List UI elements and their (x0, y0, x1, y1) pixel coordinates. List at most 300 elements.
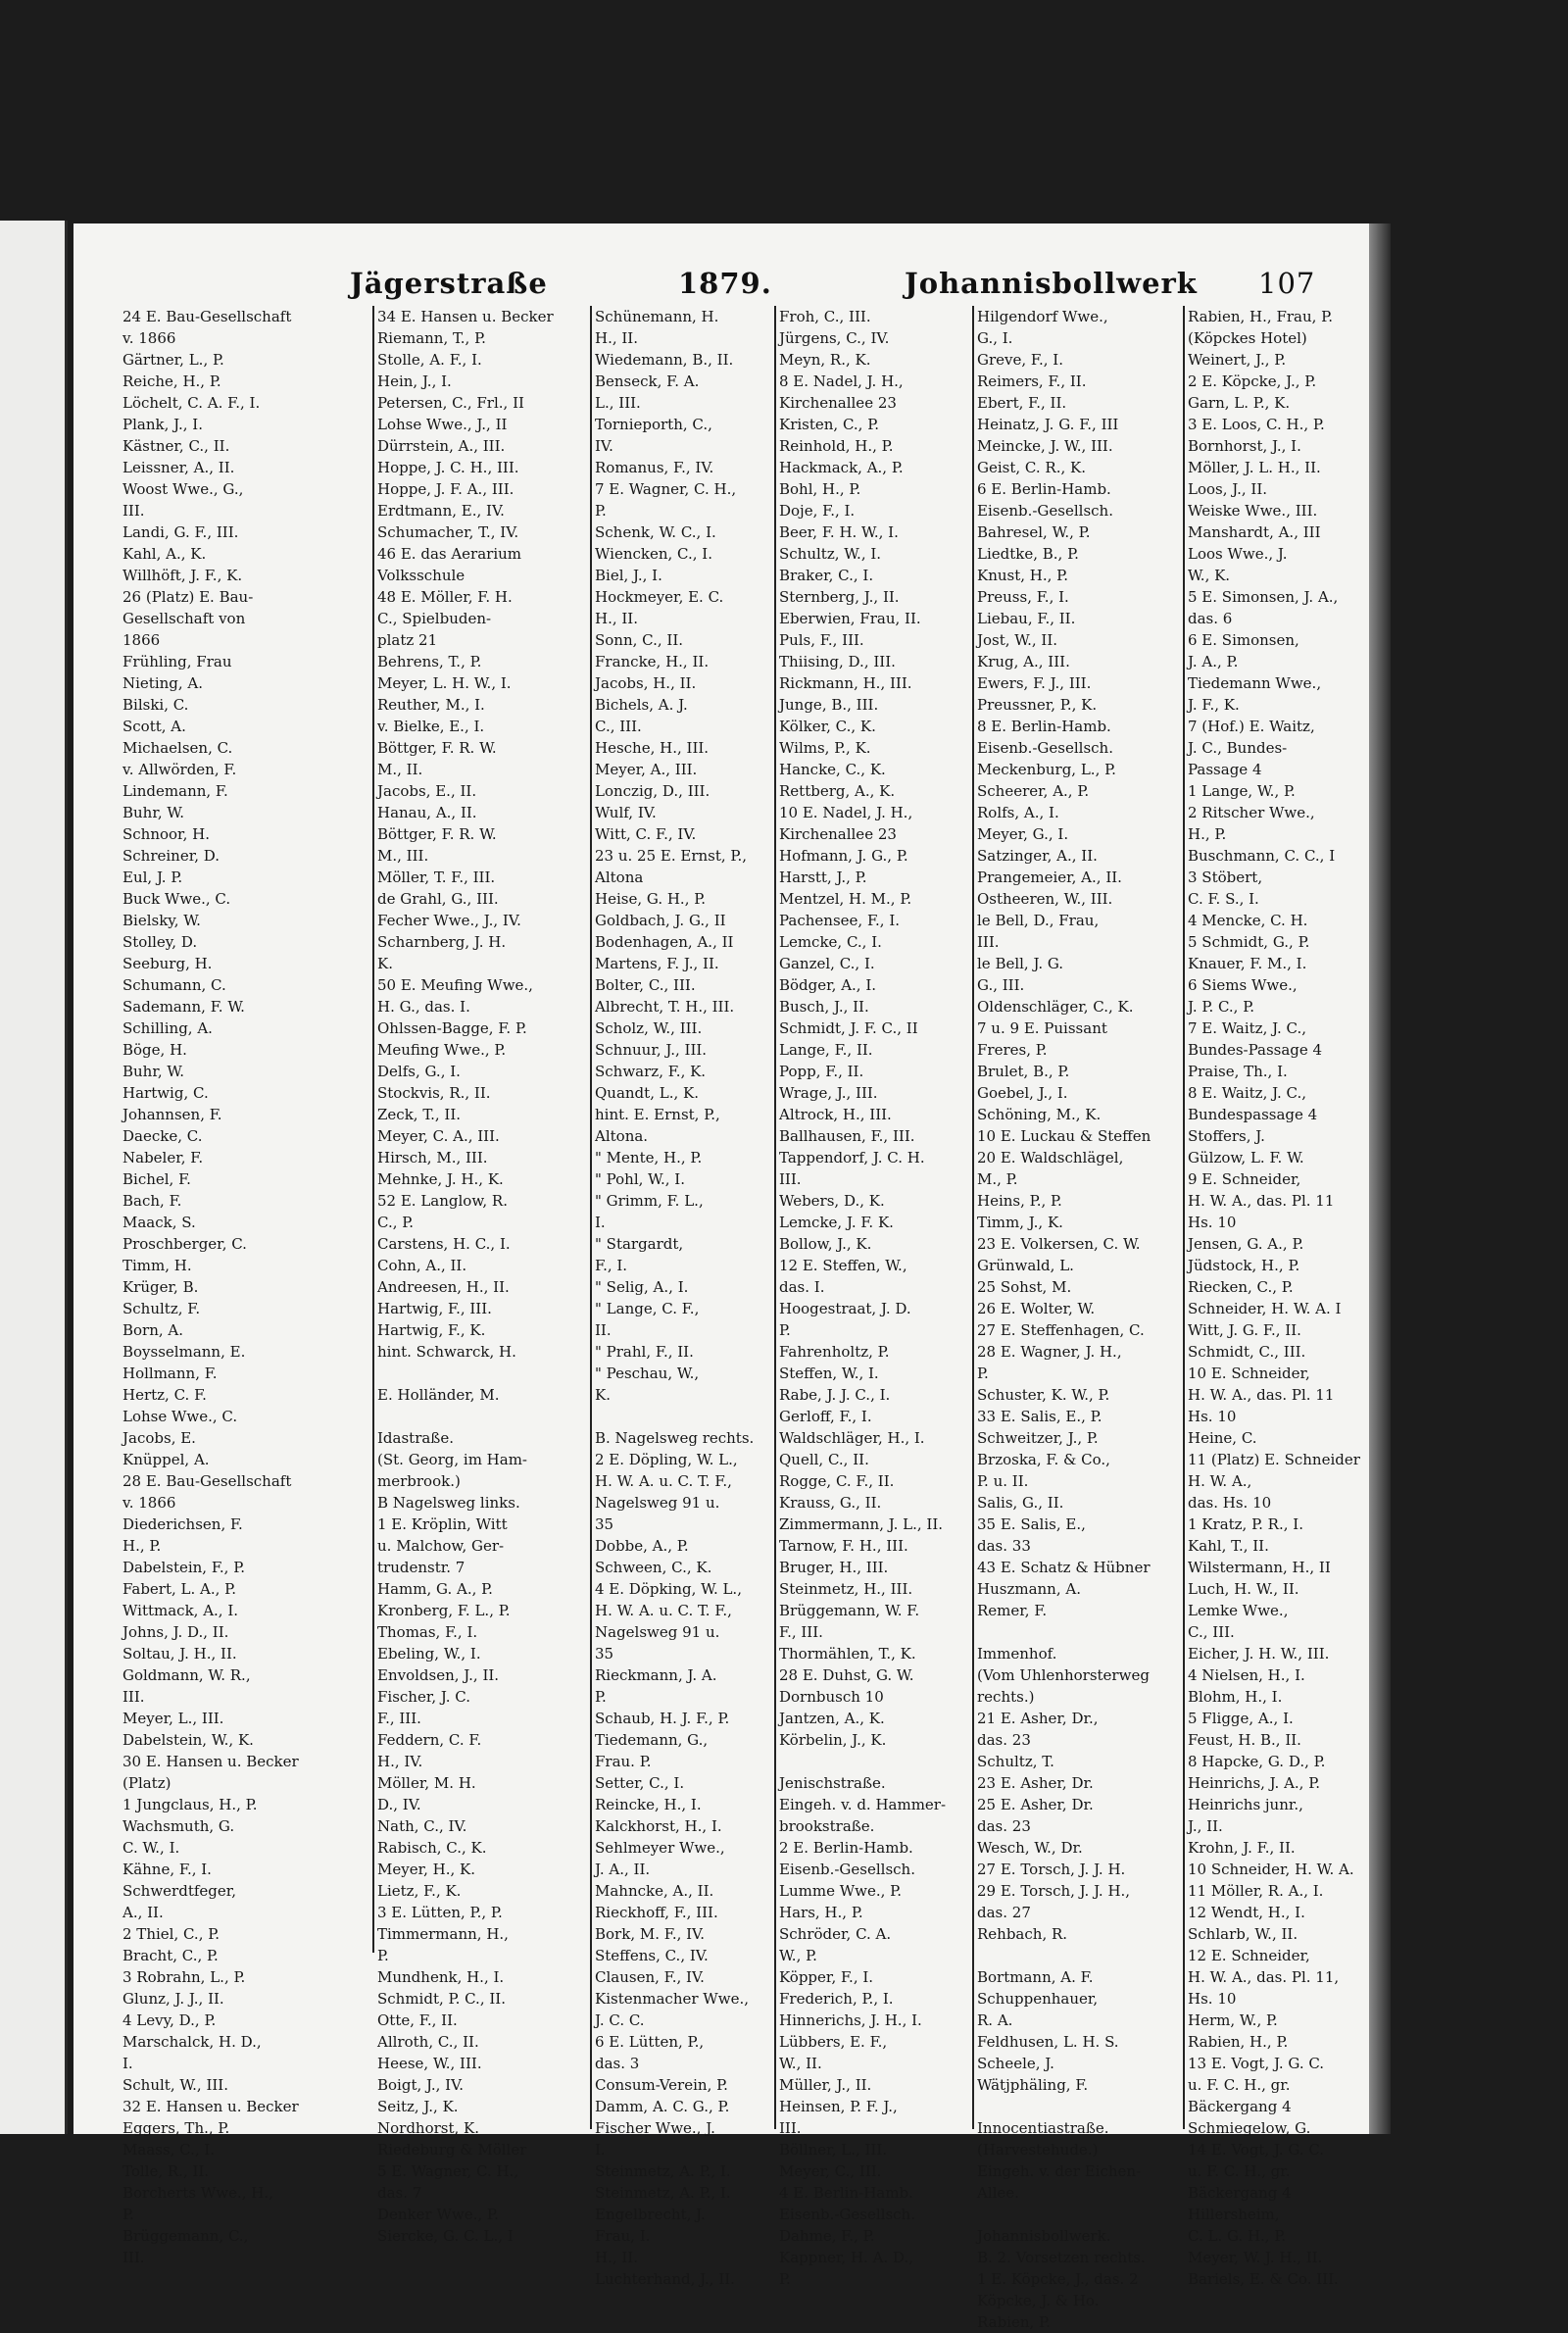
directory-entry-line: Brulet, B., P. (977, 1063, 1070, 1080)
directory-entry-line: Gülzow, L. F. W. (1188, 1149, 1304, 1166)
directory-entry-line: Böge, H. (122, 1041, 187, 1059)
directory-column-4 (779, 306, 970, 2288)
directory-entry-line: 11 (Platz) E. Schneider (1188, 1451, 1360, 1468)
directory-entry-line: 9 E. Schneider, (1188, 1170, 1301, 1188)
directory-entry-line: Hertz, C. F. (122, 1386, 207, 1404)
directory-entry-line: hint. E. Ernst, P., (595, 1106, 720, 1123)
directory-entry-line: Buschmann, C. C., I (1188, 847, 1336, 865)
directory-entry-line: Brzoska, F. & Co., (977, 1451, 1110, 1468)
directory-entry-line: Nagelsweg 91 u. (595, 1623, 720, 1641)
directory-entry-line: 21 E. Asher, Dr., (977, 1710, 1099, 1727)
directory-entry-line: Huszmann, A. (977, 1580, 1081, 1598)
directory-entry-line: Eisenb.-Gesellsch. (977, 502, 1113, 520)
directory-entry-line: Remer, F. (977, 1602, 1048, 1619)
directory-entry-line: (Platz) (122, 1774, 172, 1792)
directory-entry-line: 4 E. Döpking, W. L., (595, 1580, 742, 1598)
directory-entry-line: 4 Levy, D., P. (122, 2011, 217, 2029)
directory-entry-line: 7 E. Waitz, J. C., (1188, 1019, 1306, 1037)
directory-entry-line: Timm, H. (122, 1257, 192, 1274)
directory-entry-line: J. C., Bundes- (1188, 739, 1288, 757)
directory-entry-line: das. 6 (1188, 610, 1233, 627)
directory-entry-line: Erdtmann, E., IV. (377, 502, 505, 520)
directory-entry-line: Maack, S. (122, 1214, 196, 1231)
directory-entry-line: (St. Georg, im Ham- (377, 1451, 527, 1468)
directory-entry-line: Möller, J. L. H., II. (1188, 459, 1321, 476)
directory-entry-line: Dahme, F., P. (779, 2227, 875, 2245)
directory-entry-line: 12 E. Schneider, (1188, 1947, 1310, 1964)
column-divider (1183, 306, 1185, 2129)
directory-entry-line: A., II. (122, 1904, 164, 1921)
directory-entry-line: Ewers, F. J., III. (977, 674, 1092, 692)
directory-entry-line (977, 2096, 1181, 2117)
directory-entry-line: 8 Hapcke, G. D., P. (1188, 1753, 1326, 1770)
directory-entry-line: Bracht, C., P. (122, 1947, 219, 1964)
directory-entry-line: Schmiegelow, G. (1188, 2119, 1311, 2137)
directory-entry-line: Schultz, F. (122, 1300, 201, 1317)
directory-entry-line: C., P. (377, 1214, 415, 1231)
directory-entry-line: 25 E. Asher, Dr. (977, 1796, 1094, 1813)
directory-entry-line: das. 33 (977, 1537, 1031, 1555)
directory-entry-line: J., II. (1188, 1817, 1223, 1835)
directory-entry-line: 28 E. Duhst, G. W. (779, 1666, 914, 1684)
directory-entry-line: 3 Robrahn, L., P. (122, 1968, 246, 1986)
directory-entry-line (595, 1406, 771, 1427)
directory-entry-line: 20 E. Waldschlägel, (977, 1149, 1124, 1166)
directory-entry-line: Schnuur, J., III. (595, 1041, 708, 1059)
directory-entry-line: Meyer, H., K. (377, 1861, 476, 1878)
directory-entry-line: Quell, C., II. (779, 1451, 869, 1468)
directory-entry-line: Eisenb.-Gesellsch. (977, 739, 1113, 757)
column-divider (590, 306, 592, 2129)
directory-entry-line: 3 E. Lütten, P., P. (377, 1904, 503, 1921)
directory-entry-line: v. Allwörden, F. (122, 761, 237, 778)
directory-entry-line: Ebeling, W., I. (377, 1645, 481, 1663)
directory-entry-line: 26 (Platz) E. Bau- (122, 588, 254, 606)
directory-entry-line: Jantzen, A., K. (779, 1710, 885, 1727)
directory-entry-line: 2 E. Köpcke, J., P. (1188, 372, 1317, 390)
directory-entry-line: u. Malchow, Ger- (377, 1537, 505, 1555)
directory-entry-line: Schlarb, W., II. (1188, 1925, 1298, 1943)
directory-entry-line: D., IV. (377, 1796, 421, 1813)
directory-entry-line: Kölker, C., K. (779, 718, 876, 735)
directory-entry-line: Heese, W., III. (377, 2055, 482, 2072)
directory-entry-line: W., K. (1188, 567, 1231, 584)
directory-entry-line: Benseck, F. A. (595, 372, 700, 390)
directory-entry-line: Bödger, A., I. (779, 976, 877, 994)
directory-entry-line: Hillersheim, (1188, 2206, 1280, 2223)
directory-entry-line: Wesch, W., Dr. (977, 1839, 1083, 1857)
directory-entry-line: " Mente, H., P. (595, 1149, 703, 1166)
directory-entry-line: " Prahl, F., II. (595, 1343, 694, 1361)
directory-entry-line: Frau, I. (595, 2227, 651, 2245)
directory-entry-line: W., II. (779, 2055, 822, 2072)
directory-entry-line: Weinert, J., P. (1188, 351, 1287, 369)
directory-entry-line: 29 E. Torsch, J. J. H., (977, 1882, 1131, 1900)
directory-entry-line: Bornhorst, J., I. (1188, 437, 1301, 455)
directory-entry-line: Idastraße. (377, 1429, 454, 1447)
directory-entry-line: Scheele, J. (977, 2055, 1054, 2072)
directory-entry-line: Hartwig, F., III. (377, 1300, 492, 1317)
directory-entry-line: Schröder, C. A. (779, 1925, 892, 1943)
directory-entry-line: Willhöft, J. F., K. (122, 567, 243, 584)
directory-entry-line: Schumacher, T., IV. (377, 523, 519, 541)
header-left-street: Jägerstraße (350, 267, 548, 300)
directory-entry-line: 4 Nielsen, H., I. (1188, 1666, 1305, 1684)
directory-entry-line: Buhr, W. (122, 1063, 184, 1080)
directory-entry-line: Eberwien, Frau, II. (779, 610, 921, 627)
directory-entry-line: Innocentiastraße. (977, 2119, 1109, 2137)
directory-entry-line: Böllner, L., III. (779, 2141, 888, 2159)
directory-entry-line: Schultz, W., I. (779, 545, 882, 563)
directory-entry-line: Bork, M. F., IV. (595, 1925, 706, 1943)
directory-entry-line: Hilgendorf Wwe., (977, 308, 1108, 325)
directory-entry-line: II. (595, 1321, 612, 1339)
directory-entry-line: Heine, C. (1188, 1429, 1257, 1447)
directory-entry-line: Frau. P. (595, 1753, 652, 1770)
directory-entry-line: Preussner, P., K. (977, 696, 1098, 714)
directory-entry-line: Bichel, F. (122, 1170, 191, 1188)
directory-entry-line: Fahrenholtz, P. (779, 1343, 890, 1361)
directory-entry-line: P. (779, 1321, 791, 1339)
directory-entry-line: 11 Möller, R. A., I. (1188, 1882, 1324, 1900)
directory-entry-line: (Köpckes Hotel) (1188, 329, 1307, 347)
directory-entry-line: 30 E. Hansen u. Becker (122, 1753, 299, 1770)
directory-entry-line: Lindemann, F. (122, 782, 228, 800)
directory-entry-line: Johannisbollwerk. (977, 2227, 1111, 2245)
directory-entry-line: das. I. (779, 1278, 825, 1296)
directory-entry-line: E. Holländer, M. (377, 1386, 500, 1404)
directory-entry-line: Mundhenk, H., I. (377, 1968, 505, 1986)
directory-entry-line: das. 27 (977, 1904, 1031, 1921)
directory-entry-line (779, 1751, 970, 1772)
directory-entry-line: Hackmack, A., P. (779, 459, 904, 476)
directory-entry-line: Ebert, F., II. (977, 394, 1067, 412)
directory-entry-line: Busch, J., II. (779, 998, 869, 1016)
directory-entry-line: Scharnberg, J. H. (377, 933, 507, 951)
directory-entry-line: Bollow, J., K. (779, 1235, 872, 1253)
directory-entry-line: Brüggemann, W. F. (779, 1602, 920, 1619)
directory-entry-line: Wachsmuth, G. (122, 1817, 235, 1835)
directory-entry-line: I. (595, 2141, 606, 2159)
directory-entry-line: Francke, H., II. (595, 653, 710, 670)
directory-entry-line: Satzinger, A., II. (977, 847, 1098, 865)
directory-entry-line: Nordhorst, K. (377, 2119, 480, 2137)
directory-entry-line: Knüppel, A. (122, 1451, 210, 1468)
directory-entry-line: Hoppe, J. C. H., III. (377, 459, 519, 476)
directory-entry-line: Lemke Wwe., (1188, 1602, 1289, 1619)
directory-entry-line: Hockmeyer, E. C. (595, 588, 724, 606)
directory-entry-line: Herm, W., P. (1188, 2011, 1278, 2029)
directory-entry-line: Feust, H. B., II. (1188, 1731, 1301, 1749)
directory-entry-line: " Selig, A., I. (595, 1278, 689, 1296)
directory-entry-line: Wittmack, A., I. (122, 1602, 239, 1619)
directory-entry-line: v. Bielke, E., I. (377, 718, 485, 735)
directory-entry-line: Schneider, H. W. A. I (1188, 1300, 1342, 1317)
directory-entry-line: Meufing Wwe., P. (377, 1041, 507, 1059)
directory-entry-line: Bariels, E. & Co. III. (1188, 2270, 1339, 2288)
directory-entry-line: 1 E. Kröplin, Witt (377, 1515, 508, 1533)
directory-entry-line: Rabe, J. J. C., I. (779, 1386, 891, 1404)
directory-entry-line: Köpcke, J. & Ho. (977, 2292, 1100, 2309)
directory-entry-line: Marschalck, H. D., (122, 2033, 262, 2051)
directory-entry-line: Ballhausen, F., III. (779, 1127, 915, 1145)
directory-entry-line: 6 E. Lütten, P., (595, 2033, 705, 2051)
directory-entry-line: Gerloff, F., I. (779, 1408, 872, 1425)
directory-entry-line: Dürrstein, A., III. (377, 437, 506, 455)
directory-entry-line: H., IV. (377, 1753, 423, 1770)
directory-entry-line: Heinrichs junr., (1188, 1796, 1303, 1813)
directory-entry-line: Wrage, J., III. (779, 1084, 878, 1102)
directory-entry-line: Steffen, W., I. (779, 1365, 879, 1382)
directory-entry-line: u. F. C. H., gr. (1188, 2162, 1291, 2180)
directory-entry-line: 1 E. Köpcke, J., das. 2 (977, 2270, 1139, 2288)
directory-entry-line: Eul, J. P. (122, 869, 183, 886)
directory-entry-line: Jacobs, E., II. (377, 782, 477, 800)
directory-entry-line: 27 E. Torsch, J. J. H. (977, 1861, 1126, 1878)
directory-entry-line: Hesche, H., III. (595, 739, 710, 757)
directory-entry-line: Schöning, M., K. (977, 1106, 1102, 1123)
directory-entry-line: Meckenburg, L., P. (977, 761, 1116, 778)
directory-entry-line: 6 E. Berlin-Hamb. (977, 480, 1111, 498)
directory-entry-line: Bundes-Passage 4 (1188, 1041, 1323, 1059)
directory-entry-line: Hoogestraat, J. D. (779, 1300, 911, 1317)
directory-entry-line: Allee. (977, 2184, 1019, 2202)
directory-entry-line: Wiedemann, B., II. (595, 351, 734, 369)
directory-entry-line: Buck Wwe., C. (122, 890, 231, 908)
directory-entry-line: Popp, F., II. (779, 1063, 864, 1080)
directory-entry-line: 7 E. Wagner, C. H., (595, 480, 737, 498)
directory-entry-line: Heinsen, P. F. J., (779, 2098, 898, 2115)
directory-entry-line: G., III. (977, 976, 1025, 994)
directory-entry-line: Schünemann, H. (595, 308, 719, 325)
directory-entry-line: Rabien, P. (977, 2313, 1051, 2331)
directory-entry-line: Kirchenallee 23 (779, 825, 897, 843)
directory-entry-line: III. (779, 1170, 802, 1188)
directory-column-1 (122, 306, 368, 2266)
directory-entry-line: 2 E. Döpling, W. L., (595, 1451, 738, 1468)
directory-entry-line: Plank, J., I. (122, 416, 203, 433)
directory-entry-line: 6 Siems Wwe., (1188, 976, 1298, 994)
directory-entry-line: Dabelstein, W., K. (122, 1731, 254, 1749)
directory-entry-line: Blohm, H., I. (1188, 1688, 1283, 1706)
directory-entry-line: Sademann, F. W. (122, 998, 245, 1016)
directory-entry-line: Born, A. (122, 1321, 184, 1339)
directory-entry-line: Puls, F., III. (779, 631, 864, 649)
directory-entry-line: Bodenhagen, A., II (595, 933, 734, 951)
directory-entry-line: Consum-Verein, P. (595, 2076, 728, 2094)
directory-entry-line: Hanau, A., II. (377, 804, 477, 821)
directory-entry-line: Knust, H., P. (977, 567, 1068, 584)
directory-entry-line: III. (122, 2249, 145, 2266)
directory-entry-line: 24 E. Bau-Gesellschaft (122, 308, 292, 325)
directory-entry-line: III. (977, 933, 1000, 951)
directory-entry-line: Schweitzer, J., P. (977, 1429, 1099, 1447)
directory-entry-line: Cohn, A., II. (377, 1257, 467, 1274)
directory-entry-line: III. (779, 2119, 802, 2137)
directory-entry-line: Grünwald, L. (977, 1257, 1074, 1274)
directory-entry-line: Reimers, F., II. (977, 372, 1087, 390)
directory-entry-line: Beer, F. H. W., I. (779, 523, 899, 541)
directory-entry-line: G., I. (977, 329, 1013, 347)
directory-entry-line: Andreesen, H., II. (377, 1278, 510, 1296)
directory-entry-line: Bahresel, W., P. (977, 523, 1091, 541)
directory-entry-line: 28 E. Bau-Gesellschaft (122, 1472, 292, 1490)
directory-entry-line: Kähne, F., I. (122, 1861, 212, 1878)
directory-entry-line: F., III. (779, 1623, 823, 1641)
directory-entry-line: 4 E. Berlin-Hamb. (779, 2184, 913, 2202)
directory-entry-line: Garn, L. P., K. (1188, 394, 1291, 412)
directory-entry-line: K. (595, 1386, 611, 1404)
directory-entry-line: 1 Lange, W., P. (1188, 782, 1296, 800)
directory-entry-line: Liedtke, B., P. (977, 545, 1079, 563)
directory-entry-line: Manshardt, A., III (1188, 523, 1321, 541)
directory-entry-line: Meyer, L. H. W., I. (377, 674, 512, 692)
directory-entry-line: v. 1866 (122, 329, 176, 347)
directory-entry-line: 8 E. Berlin-Hamb. (977, 718, 1111, 735)
directory-entry-line: Ganzel, C., I. (779, 955, 875, 972)
directory-entry-line: Altona. (595, 1127, 649, 1145)
directory-entry-line: 2 E. Berlin-Hamb. (779, 1839, 913, 1857)
directory-entry-line: H. W. A., das. Pl. 11 (1188, 1386, 1335, 1404)
directory-entry-line: 2 Thiel, C., P. (122, 1925, 220, 1943)
directory-entry-line: de Grahl, G., III. (377, 890, 499, 908)
directory-entry-line: Dornbusch 10 (779, 1688, 884, 1706)
directory-entry-line: Bach, F. (122, 1192, 182, 1210)
directory-entry-line: Lohse Wwe., C. (122, 1408, 238, 1425)
directory-entry-line: B. Nagelsweg rechts. (595, 1429, 755, 1447)
directory-entry-line: Hartwig, F., K. (377, 1321, 486, 1339)
directory-entry-line: 4 Mencke, C. H. (1188, 912, 1308, 929)
directory-entry-line: J. A., P. (1188, 653, 1239, 670)
directory-entry-line: Quandt, L., K. (595, 1084, 699, 1102)
directory-entry-line: Lietz, F., K. (377, 1882, 462, 1900)
directory-entry-line: Löchelt, C. A. F., I. (122, 394, 261, 412)
directory-entry-line: Hs. 10 (1188, 1408, 1237, 1425)
directory-entry-line: 52 E. Langlow, R. (377, 1192, 508, 1210)
directory-entry-line: 5 E. Wagner, C. H., (377, 2162, 519, 2180)
directory-entry-line: C. L. G. H., P. (1188, 2227, 1287, 2245)
directory-entry-line: Otte, F., II. (377, 2011, 458, 2029)
directory-entry-line: Hein, J., I. (377, 372, 452, 390)
directory-entry-line: Bielsky, W. (122, 912, 201, 929)
directory-entry-line: Allroth, C., II. (377, 2033, 479, 2051)
directory-entry-line: Mehnke, J. H., K. (377, 1170, 504, 1188)
directory-entry-line: Thomas, F., I. (377, 1623, 478, 1641)
directory-entry-line: merbrook.) (377, 1472, 461, 1490)
directory-entry-line: Boysselmann, E. (122, 1343, 246, 1361)
directory-entry-line: Rabisch, C., K. (377, 1839, 487, 1857)
directory-entry-line: Schween, C., K. (595, 1559, 712, 1576)
directory-entry-line: Köpper, F., I. (779, 1968, 874, 1986)
directory-entry-line: Delfs, G., I. (377, 1063, 461, 1080)
header-year: 1879. (678, 267, 772, 300)
directory-entry-line: Meyer, W. J. H., II. (1188, 2249, 1323, 2266)
directory-entry-line: Seitz, J., K. (377, 2098, 459, 2115)
directory-entry-line: 5 Schmidt, G., P. (1188, 933, 1310, 951)
directory-entry-line: Steinmetz, H., III. (779, 1580, 913, 1598)
directory-entry-line: 23 u. 25 E. Ernst, P., (595, 847, 748, 865)
directory-entry-line: Bohl, H., P. (779, 480, 861, 498)
directory-entry-line: Scott, A. (122, 718, 186, 735)
directory-entry-line: Hollmann, F. (122, 1365, 218, 1382)
directory-entry-line: Bäckergang 4 (1188, 2184, 1292, 2202)
directory-entry-line: Petersen, C., Frl., II (377, 394, 524, 412)
directory-entry-line: 35 (595, 1645, 614, 1663)
directory-entry-line: Böttger, F. R. W. (377, 739, 497, 757)
directory-entry-line: IV. (595, 437, 613, 455)
directory-entry-line: Rieckmann, J. A. (595, 1666, 717, 1684)
directory-entry-line: 28 E. Wagner, J. H., (977, 1343, 1122, 1361)
directory-entry-line: Jenischstraße. (779, 1774, 886, 1792)
directory-entry-line: Nabeler, F. (122, 1149, 204, 1166)
directory-entry-line: Steinmetz, A. P., I. (595, 2162, 731, 2180)
directory-entry-line: 27 E. Steffenhagen, C. (977, 1321, 1145, 1339)
directory-entry-line: 10 E. Schneider, (1188, 1365, 1310, 1382)
directory-entry-line: 2 Ritscher Wwe., (1188, 804, 1315, 821)
directory-entry-line: Schmidt, J. F. C., II (779, 1019, 918, 1037)
directory-entry-line: 13 E. Vogt, J. G. C. (1188, 2055, 1325, 2072)
directory-entry-line: Bortmann, A. F. (977, 1968, 1094, 1986)
directory-entry-line: Möller, T. F., III. (377, 869, 496, 886)
directory-entry-line: Geist, C. R., K. (977, 459, 1086, 476)
directory-entry-line: Lübbers, E. F., (779, 2033, 888, 2051)
directory-entry-line: Gärtner, L., P. (122, 351, 224, 369)
directory-entry-line: Immenhof. (977, 1645, 1057, 1663)
directory-entry-line: Waldschläger, H., I. (779, 1429, 925, 1447)
directory-entry-line: 23 E. Asher, Dr. (977, 1774, 1094, 1792)
directory-entry-line: Damm, A. C. G., P. (595, 2098, 730, 2115)
directory-entry-line: Tolle, R., II. (122, 2162, 210, 2180)
directory-entry-line: Frühling, Frau (122, 653, 232, 670)
directory-entry-line: Altrock, H., III. (779, 1106, 892, 1123)
directory-entry-line: Steinmetz, A. P., I. (595, 2184, 731, 2202)
column-divider (972, 306, 974, 2129)
directory-entry-line: Harstt, J., P. (779, 869, 867, 886)
directory-column-3 (595, 306, 771, 2288)
directory-entry-line: Hirsch, M., III. (377, 1149, 488, 1166)
directory-entry-line: Reuther, M., I. (377, 696, 485, 714)
directory-entry-line: Timm, J., K. (977, 1214, 1063, 1231)
directory-entry-line: Wilstermann, H., II (1188, 1559, 1331, 1576)
directory-entry-line: Möller, M. H. (377, 1774, 476, 1792)
directory-entry-line: Webers, D., K. (779, 1192, 885, 1210)
directory-entry-line: Setter, C., I. (595, 1774, 685, 1792)
directory-entry-line: H. W. A. u. C. T. F., (595, 1472, 732, 1490)
directory-entry-line: Krauss, G., II. (779, 1494, 882, 1512)
directory-entry-line: Feddern, C. F. (377, 1731, 482, 1749)
directory-entry-line: Loos, J., II. (1188, 480, 1268, 498)
directory-entry-line: 3 Stöbert, (1188, 869, 1263, 886)
directory-entry-line: K. (377, 955, 393, 972)
right-page-shadow (1369, 223, 1391, 2134)
column-divider (372, 306, 374, 1953)
directory-entry-line: Wiencken, C., I. (595, 545, 712, 563)
directory-entry-line: Kronberg, F. L., P. (377, 1602, 511, 1619)
directory-entry-line: Buhr, W. (122, 804, 184, 821)
directory-entry-line: Lemcke, J. F. K. (779, 1214, 894, 1231)
directory-entry-line: Schnoor, H. (122, 825, 210, 843)
directory-entry-line: Jüdstock, H., P. (1188, 1257, 1300, 1274)
header-right-street: Johannisbollwerk (905, 267, 1198, 300)
directory-entry-line: Luch, H. W., II. (1188, 1580, 1299, 1598)
directory-entry-line (377, 1406, 583, 1427)
directory-entry-line: das. 23 (977, 1817, 1031, 1835)
directory-entry-line: M., II. (377, 761, 423, 778)
directory-entry-line: Junge, B., III. (779, 696, 879, 714)
directory-entry-line: Salis, G., II. (977, 1494, 1064, 1512)
directory-entry-line: Fischer Wwe., J. (595, 2119, 715, 2137)
directory-entry-line: Martens, F. J., II. (595, 955, 719, 972)
